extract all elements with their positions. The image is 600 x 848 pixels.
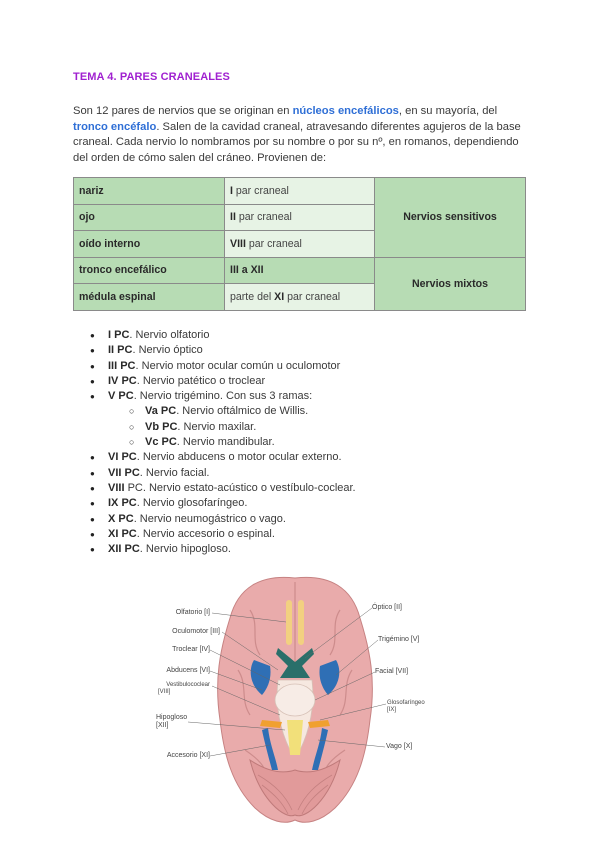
intro-highlight-tronco: tronco encéfalo bbox=[73, 120, 157, 133]
label-glosofaringeo-line2: [IX] bbox=[387, 707, 397, 713]
pc-number: II bbox=[230, 211, 236, 224]
nerve-code: XII PC bbox=[108, 543, 140, 556]
table-cell-origin: oído interno bbox=[74, 231, 225, 258]
list-item bbox=[90, 481, 356, 496]
nerve-desc: . Nervio neumogástrico o vago. bbox=[133, 512, 286, 525]
label-vestibulococlear-line2: [VIII] bbox=[158, 689, 171, 695]
label-abducens: Abducens [VI] bbox=[166, 667, 210, 674]
label-olfatorio: Olfatorio [I] bbox=[175, 609, 210, 616]
label-troclear: Troclear [IV] bbox=[172, 646, 210, 653]
nerve-desc: . Nervio accesorio o espinal. bbox=[136, 527, 275, 540]
intro-highlight-nucleos: núcleos encefálicos bbox=[292, 105, 399, 117]
nerve-code: Vb PC bbox=[145, 420, 178, 433]
label-oculomotor: Oculomotor [III] bbox=[172, 628, 220, 635]
pc-text: par craneal bbox=[284, 290, 341, 303]
pc-pre: parte del bbox=[230, 290, 275, 303]
list-item bbox=[90, 343, 356, 358]
nerve-desc: . Nervio motor ocular común u oculomotor bbox=[135, 359, 341, 372]
list-item bbox=[90, 328, 356, 343]
label-facial: Facial [VII] bbox=[375, 668, 409, 675]
list-item bbox=[90, 389, 356, 404]
label-hipogloso-line1: Hipogloso bbox=[156, 714, 188, 721]
nerve-code: XI PC bbox=[108, 527, 137, 540]
nerve-desc: . Nervio hipogloso. bbox=[139, 543, 231, 556]
nerve-desc: . Nervio mandibular. bbox=[176, 436, 275, 449]
table-cell-pc bbox=[225, 204, 375, 231]
pc-text: par craneal bbox=[245, 237, 302, 250]
olfactory-tract bbox=[286, 600, 292, 645]
nerve-desc: . Nervio patético o troclear bbox=[136, 374, 266, 387]
table-cell-origin: tronco encefálico bbox=[74, 257, 225, 284]
table-cell-pc bbox=[225, 284, 375, 311]
nerve-code: III PC bbox=[108, 359, 136, 372]
brain-base-figure bbox=[150, 570, 440, 835]
nerve-desc: . Nervio olfatorio bbox=[129, 329, 210, 341]
intro-text-1: Son 12 pares de nervios que se originan en bbox=[73, 105, 293, 117]
nerve-code: VII PC bbox=[108, 466, 140, 479]
cranial-nerves-table bbox=[73, 177, 526, 311]
list-item bbox=[90, 542, 356, 557]
intro-text-3: . Salen de la cavidad craneal, atravesando diferentes agujeros de la base craneal. Cada nervio lo nombramos por su nombre o por su nº, en romanos, dependiendo del orden de cómo salen del cráneo. Provienen de: bbox=[73, 120, 521, 164]
nerve-desc: . Nervio glosofaríngeo. bbox=[136, 497, 248, 510]
list-item bbox=[90, 450, 356, 465]
label-optico: Óptico [II] bbox=[372, 604, 402, 611]
nerve-desc: . Nervio facial. bbox=[139, 466, 210, 479]
nerve-code: X PC bbox=[108, 512, 134, 525]
pc-number: XI bbox=[274, 290, 285, 303]
label-hipogloso bbox=[156, 714, 196, 730]
list-subitem bbox=[90, 404, 356, 419]
table-row bbox=[74, 257, 526, 284]
nerve-desc: PC. Nervio estato-acústico o vestíbulo-coclear. bbox=[124, 481, 356, 494]
list-item bbox=[90, 496, 356, 511]
list-item bbox=[90, 374, 356, 389]
group-mixed: Nervios mixtos bbox=[375, 257, 526, 310]
label-trigemino: Trigémino [V] bbox=[378, 636, 420, 643]
nerve-code: I PC bbox=[108, 329, 130, 341]
pc-number: VIII bbox=[230, 237, 246, 250]
label-glosofaringeo-line1: Glosofaríngeo bbox=[387, 700, 425, 706]
pc-text: par craneal bbox=[235, 211, 292, 224]
table-cell-origin: médula espinal bbox=[74, 284, 225, 311]
table-cell-pc bbox=[225, 257, 375, 284]
nerve-desc: . Nervio trigémino. Con sus 3 ramas: bbox=[133, 390, 313, 403]
nerve-code: II PC bbox=[108, 344, 133, 357]
table-row bbox=[74, 178, 526, 205]
table-cell-pc bbox=[225, 231, 375, 258]
olfactory-tract bbox=[298, 600, 304, 645]
list-item bbox=[90, 359, 356, 374]
nerve-code: Vc PC bbox=[145, 436, 177, 449]
nerve-desc: . Nervio óptico bbox=[132, 344, 203, 357]
list-item bbox=[90, 512, 356, 527]
list-subitem bbox=[90, 435, 356, 450]
intro-paragraph bbox=[73, 104, 533, 166]
list-item bbox=[90, 527, 356, 542]
nerve-code: Va PC bbox=[145, 405, 177, 418]
list-item bbox=[90, 466, 356, 481]
nerve-desc: . Nervio abducens o motor ocular externo. bbox=[136, 451, 342, 464]
page-title: TEMA 4. PARES CRANEALES bbox=[73, 71, 230, 83]
nerve-code: VI PC bbox=[108, 451, 137, 464]
nerve-desc: . Nervio maxilar. bbox=[177, 420, 257, 433]
intro-text-2: , en su mayoría, del bbox=[398, 105, 498, 117]
nerve-code: IX PC bbox=[108, 497, 137, 510]
nerve-code: IV PC bbox=[108, 374, 137, 387]
label-vestibulococlear-line1: Vestibulococlear bbox=[166, 682, 210, 688]
table-cell-pc bbox=[225, 178, 375, 205]
nerve-code: V PC bbox=[108, 390, 134, 403]
label-hipogloso-line2: [XII] bbox=[156, 722, 169, 729]
pc-number: I bbox=[230, 184, 233, 197]
nerve-code: VIII bbox=[108, 481, 125, 494]
nerve-desc: . Nervio oftálmico de Willis. bbox=[176, 405, 309, 418]
pc-text: par craneal bbox=[232, 184, 289, 197]
table-cell-origin: ojo bbox=[74, 204, 225, 231]
pons bbox=[275, 684, 315, 716]
label-accesorio: Accesorio [XI] bbox=[166, 752, 210, 759]
table-cell-origin: nariz bbox=[74, 178, 225, 205]
label-vestibulococlear bbox=[152, 682, 210, 696]
nerve-list bbox=[90, 328, 356, 557]
list-subitem bbox=[90, 420, 356, 435]
label-glosofaringeo bbox=[387, 700, 425, 714]
pc-number: III a XII bbox=[230, 264, 264, 277]
label-vago: Vago [X] bbox=[386, 743, 413, 750]
group-sensitive: Nervios sensitivos bbox=[375, 178, 526, 258]
